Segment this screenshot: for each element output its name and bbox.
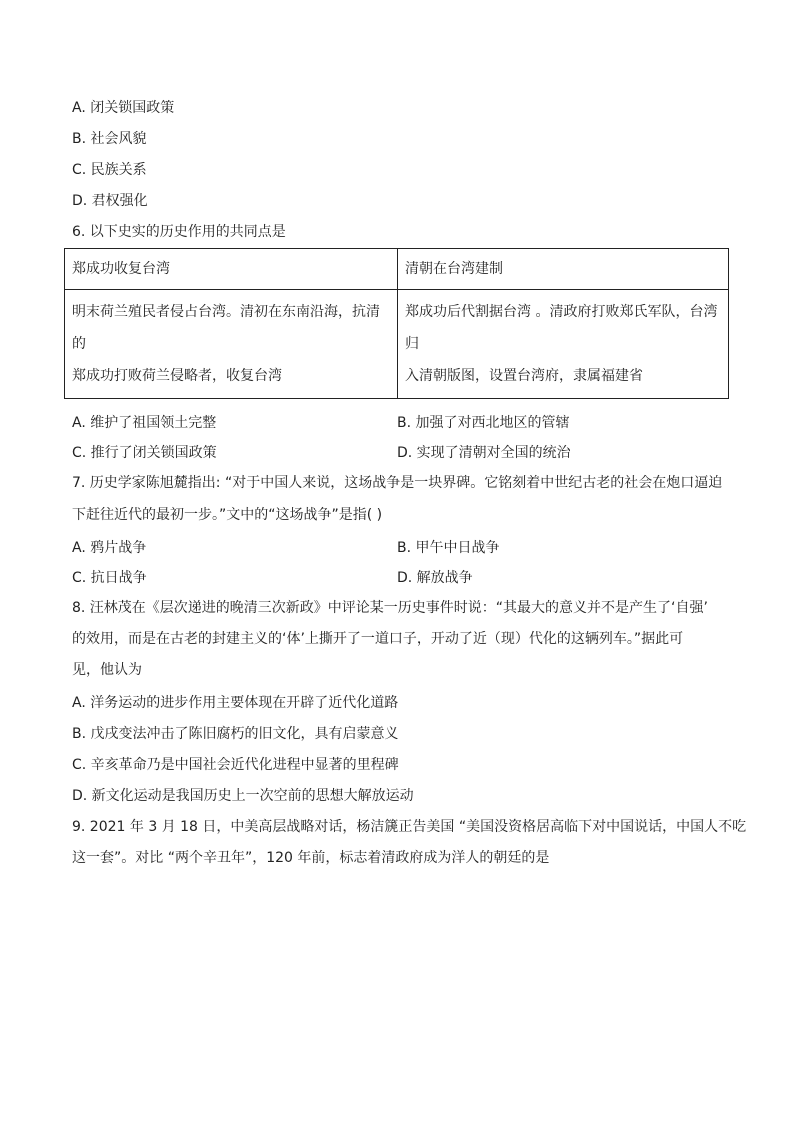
q7-stem-line-2: 下赶往近代的最初一步。”文中的“这场战争”是指( ) <box>72 507 383 523</box>
q6-option-d: D. 实现了清朝对全国的统治 <box>397 445 571 461</box>
table-cell-line: 郑成功打败荷兰侵略者，收复台湾 <box>72 368 282 384</box>
table-header-row <box>65 249 729 290</box>
table-header-cell: 郑成功收复台湾 <box>65 249 398 290</box>
q8-option-a: A. 洋务运动的进步作用主要体现在开辟了近代化道路 <box>72 695 399 711</box>
table-cell-line: 郑成功后代割据台湾 。清政府打败郑氏军队，台湾归 <box>405 304 718 352</box>
table-cell <box>398 290 729 399</box>
q7-option-b: B. 甲午中日战争 <box>397 540 500 556</box>
q8-stem-line-2: 的效用，而是在古老的封建主义的‘体’上撕开了一道口子，开动了近（现）代化的这辆列车。”据此可 <box>72 631 684 647</box>
q6-stem: 6. 以下史实的历史作用的共同点是 <box>72 224 286 240</box>
q6-option-c: C. 推行了闭关锁国政策 <box>72 445 217 461</box>
table-row <box>65 290 729 399</box>
q8-option-d: D. 新文化运动是我国历史上一次空前的思想大解放运动 <box>72 788 414 804</box>
q5-option-d: D. 君权强化 <box>72 193 148 209</box>
q6-table <box>64 248 729 399</box>
q6-option-b: B. 加强了对西北地区的管辖 <box>397 415 570 431</box>
table-cell-line: 明末荷兰殖民者侵占台湾。清初在东南沿海，抗清的 <box>72 304 380 352</box>
q8-option-c: C. 辛亥革命乃是中国社会近代化进程中显著的里程碑 <box>72 757 399 773</box>
q5-option-b: B. 社会风貌 <box>72 131 147 147</box>
q9-stem-line-1: 9. 2021 年 3 月 18 日，中美高层战略对话，杨洁篪正告美国 “美国没资格居高临下对中国说话，中国人不吃 <box>72 819 747 835</box>
q8-option-b: B. 戊戌变法冲击了陈旧腐朽的旧文化，具有启蒙意义 <box>72 726 399 742</box>
table-cell <box>65 290 398 399</box>
table-header-cell: 清朝在台湾建制 <box>398 249 729 290</box>
q7-option-a: A. 鸦片战争 <box>72 540 147 556</box>
q5-option-c: C. 民族关系 <box>72 162 147 178</box>
q5-option-a: A. 闭关锁国政策 <box>72 100 175 116</box>
q9-stem-line-2: 这一套”。对比 “两个辛丑年”，120 年前，标志着清政府成为洋人的朝廷的是 <box>72 850 550 866</box>
q7-option-c: C. 抗日战争 <box>72 570 147 586</box>
q6-option-a: A. 维护了祖国领土完整 <box>72 415 217 431</box>
table-cell-line: 入清朝版图，设置台湾府，隶属福建省 <box>405 368 643 384</box>
q7-option-d: D. 解放战争 <box>397 570 473 586</box>
q8-stem-line-1: 8. 汪林茂在《层次递进的晚清三次新政》中评论某一历史事件时说：“其最大的意义并不是产生了‘自强’ <box>72 600 708 616</box>
q7-stem-line-1: 7. 历史学家陈旭麓指出: “对于中国人来说，这场战争是一块界碑。它铭刻着中世纪古老的社会在炮口逼迫 <box>72 475 723 491</box>
q8-stem-line-3: 见，他认为 <box>72 662 142 678</box>
